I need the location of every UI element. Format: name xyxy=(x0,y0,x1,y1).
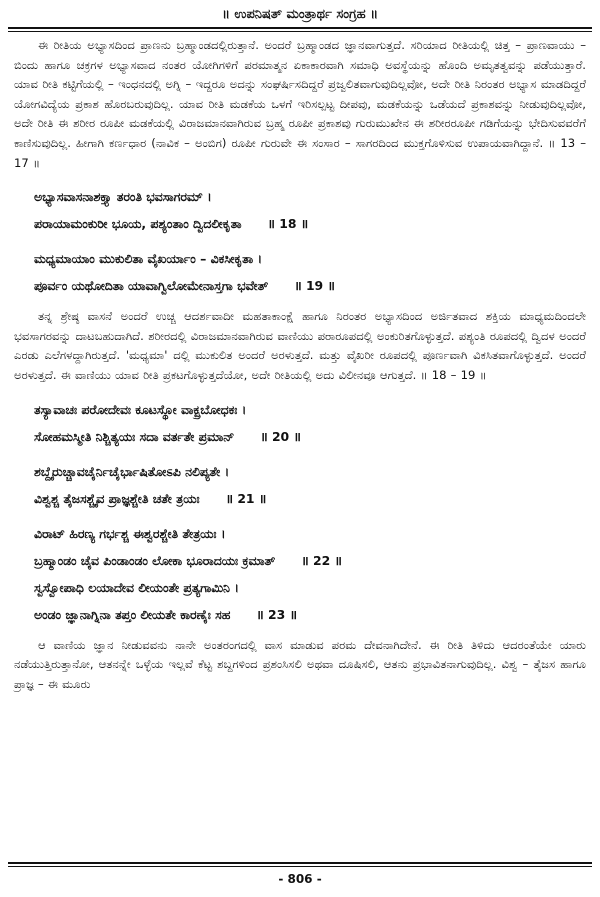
verse-line: ತಸ್ಯಾವಾಚಃ ಪರೋದೇವಃ ಕೂಟಸ್ಥೋ ವಾಕ್ಪ್ರಬೋಧಕಃ । xyxy=(34,401,247,417)
verse-line: ಅಭ್ಯಾಸವಾಸನಾಶಕ್ತ್ಯಾ ತರಂತಿ ಭವಸಾಗರಮ್ । xyxy=(34,189,212,205)
verse-number: ॥ 18 ॥ xyxy=(267,216,309,232)
paragraph-20-23: ಆ ವಾಣಿಯ ಜ್ಞಾನ ನೀಡುವವನು ನಾನೇ ಅಂತರಂಗದಲ್ಲಿ ವಾಸ ಮಾಡುವ ಪರಮ ದೇವನಾಗಿದೇನೆ. ಈ ರೀತಿ ತಿಳಿದು ಆದರಂತೆಯೇ ಯಾರು ನಡೆಯುತ್ತಿರುತ್ತಾನೋ, ಆತನನ್ನೇ ಒಳ್ಳೆಯ ಇಲ್ಲವೆ ಕೆಟ್ಟ ಶಬ್ದಗಳಿಂದ ಪ್ರಶಂಸಿಸಲಿ ಅಥವಾ ದೂಷಿಸಲಿ, ಆತನು ಪ್ರಭಾವಿತನಾಗುವುದಿಲ್ಲ. ವಿಶ್ವ – ತೈಜಸ ಹಾಗೂ ಪ್ರಾಜ್ಞ – ಈ ಮೂರು xyxy=(14,637,586,691)
verse-group-18 xyxy=(14,183,586,237)
verse-group-22-23 xyxy=(14,520,586,628)
verse-line: ಬ್ರಹ್ಮಾಂಡಂ ಚೈವ ಪಿಂಡಾಂಡಂ ಲೋಕಾ ಭೂರಾದಯಃ ಕ್ರಮಾತ್ ॥ 22 ॥ xyxy=(34,552,342,568)
verse-line: ಸೋಹಮಸ್ಮೀತಿ ನಿಶ್ಚಿತ್ಯಯಃ ಸದಾ ವರ್ತತೇ ಪ್ರಮಾನ್ ॥ 20 ॥ xyxy=(34,428,301,444)
paragraph-18-19: ತನ್ನ ಶ್ರೇಷ್ಠ ವಾಸನೆ ಅಂದರೆ ಉಚ್ಚ ಆದರ್ಶವಾದೀ ಮಹತಾಕಾಂಕ್ಷೆ ಹಾಗೂ ನಿರಂತರ ಅಭ್ಯಾಸದಿಂದ ಅರ್ಜಿತವಾದ ಶಕ್ತಿಯ ಮಾಧ್ಯಮದಿಂದಲೇ ಭವಸಾಗರವನ್ನು ದಾಟಬಹುದಾಗಿದೆ. ಶರೀರದಲ್ಲಿ ವಿರಾಜಮಾನವಾಗಿರುವ ವಾಣಿಯು ಪರಾರೂಪದಲ್ಲಿ ಅಂಕುರಿತಗೊಳ್ಳುತ್ತದೆ. ಪಶ್ಯಂತಿ ರೂಪದಲ್ಲಿ ದ್ವಿದಳ ಅಂದರೆ ಎರಡು ಎಲೆಗಳದ್ದಾಗಿರುತ್ತದೆ. 'ಮಧ್ಯಮಾ' ದಲ್ಲಿ ಮುಕುಲಿತ ಅಂದರೆ ಅರಳುತ್ತದೆ. ಮತ್ತು ವೈಖರೀ ರೂಪದಲ್ಲಿ ಪೂರ್ಣವಾಗಿ ವಿಕಸಿತವಾಗೊಳ್ಳುತ್ತದೆ. ಅಂದರೆ ಅರಳುತ್ತದೆ. ಈ ವಾಣಿಯು ಯಾವ ರೀತಿ ಪ್ರಕಟಗೊಳ್ಳುತ್ತದೆಯೋ, ಅದೇ ರೀತಿಯಲ್ಲಿ ಅದು ವಿಲೀನವೂ ಆಗುತ್ತದೆ. ॥ 18 – 19 ॥ xyxy=(14,309,586,382)
verse-line: ಪರಾಯಾಮಂಕುರೀ ಭೂಯ, ಪಶ್ಯಂತಾಂ ದ್ವಿದಲೀಕೃತಾ ॥ 18 ॥ xyxy=(34,216,309,232)
verse-line: ಶಬ್ದೈರುಚ್ಚಾವಚೈರ್ನಿಚೈರ್ಭಾಷಿತೋಽಪಿ ನಲಿಪ್ಯತೇ । xyxy=(34,463,230,479)
paragraph-13-17: ಈ ರೀತಿಯ ಅಭ್ಯಾಸದಿಂದ ಪ್ರಾಣನು ಬ್ರಹ್ಮಾಂಡದಲ್ಲಿರುತ್ತಾನೆ. ಅಂದರೆ ಬ್ರಹ್ಮಾಂಡದ ಜ್ಞಾನವಾಗುತ್ತದೆ. ಸರಿಯಾದ ರೀತಿಯಲ್ಲಿ ಚಿತ್ತ – ಪ್ರಾಣವಾಯು – ಬಿಂದು ಹಾಗೂ ಚಕ್ರಗಳ ಅಭ್ಯಾಸವಾದ ನಂತರ ಯೋಗಿಗಳಿಗೆ ಪರಮಾತ್ಮನ ಏಕಾಕಾರವಾಗಿ ಸಮಾಧಿ ಅವಸ್ಥೆಯನ್ನು ಹೊಂದಿ ಅಮೃತತ್ವವನ್ನು ಪಡೆಯುತ್ತಾರೆ. ಯಾವ ರೀತಿ ಕಟ್ಟಿಗೆಯಲ್ಲಿ – ಇಂಧನದಲ್ಲಿ ಅಗ್ನಿ – ಇದ್ದರೂ ಅದನ್ನು ಸಂಘರ್ಷಿಸದಿದ್ದರೆ ಪ್ರಜ್ವಲಿತವಾಗುವುದಿಲ್ಲವೋ, ಅದೇ ರೀತಿ ನಿರಂತರ ಅಭ್ಯಾಸ ಮಾಡದಿದ್ದರೆ ಯೋಗವಿದ್ಯೆಯ ಪ್ರಕಾಶ ಹೊರಬರುವುದಿಲ್ಲ. ಯಾವ ರೀತಿ ಮಡಕೆಯ ಒಳಗೆ ಇರಿಸಲ್ಪಟ್ಟ ದೀಪವು, ಮಡಕೆಯನ್ನು ಒಡೆಯದೆ ಪ್ರಕಾಶವನ್ನು ನೀಡುವುದಿಲ್ಲವೋ, ಅದೇ ರೀತಿ ಈ ಶರೀರ ರೂಪೀ ಮಡಕೆಯಲ್ಲಿ ವಿರಾಜಮಾನವಾಗಿರುವ ಬ್ರಹ್ಮ ರೂಪೀ ಪ್ರಕಾಶವು ಗುರುಮುಖೇನ ಈ ಶರೀರರೂಪೀ ಗಡಿಗೆಯನ್ನು ಭೇದಿಸುವವರೆಗೆ ಕಾಣಿಸುವುದಿಲ್ಲ. ಹೀಗಾಗಿ ಕರ್ಣಧಾರ (ನಾವಿಕ – ಅಂಬಿಗ) ರೂಪೀ ಗುರುವೇ ಈ ಸಂಸಾರ – ಸಾಗರದಿಂದ ಮುಕ್ತಗೊಳಿಸುವ ಉಪಾಯವಾಗಿದ್ದಾನೆ. ॥ 13 – 17 ॥ xyxy=(14,38,586,170)
verse-line: ಸ್ವಸ್ವೋಪಾಧಿ ಲಯಾದೇವ ಲೀಯಂತೇ ಪ್ರತ್ಯಗಾಮಿನಿ । xyxy=(34,579,239,595)
verse-line: ಪೂರ್ವಂ ಯಥೋದಿತಾ ಯಾವಾಗ್ವಿಲೋಮೇನಾಸ್ತಗಾ ಭವೇತ್ ॥ 19 ॥ xyxy=(34,278,335,294)
verse-line: ಅಂಡಂ ಜ್ಞಾನಾಗ್ನಿನಾ ತಪ್ತಂ ಲೀಯತೇ ಕಾರಣೈಃ ಸಹ ॥ 23 ॥ xyxy=(34,606,297,622)
header-rule-thin xyxy=(8,31,592,32)
page-header: ॥ ಉಪನಿಷತ್ ಮಂತ್ರಾರ್ಥ ಸಂಗ್ರಹ ॥ xyxy=(221,7,379,22)
verse-number: ॥ 23 ॥ xyxy=(256,606,297,622)
page-body xyxy=(14,36,586,704)
verse-number: ॥ 22 ॥ xyxy=(301,552,342,568)
verse-number: ॥ 19 ॥ xyxy=(294,278,335,294)
verse-line: ವಿಶ್ವಶ್ಚ ತೈಜಸಶ್ಚೈವ ಪ್ರಾಜ್ಞಶ್ಚೇತಿ ಚತೇ ತ್ರಯಃ ॥ 21 ॥ xyxy=(34,490,267,506)
verse-line: ವಿರಾಟ್ ಹಿರಣ್ಯ ಗರ್ಭಶ್ಚ ಈಶ್ವರಶ್ಚೇತಿ ತೇತ್ರಯಃ । xyxy=(34,525,226,541)
header-rule xyxy=(8,27,592,29)
footer-rule-thin xyxy=(8,866,592,867)
verse-number: ॥ 21 ॥ xyxy=(225,490,267,506)
verse-line: ಮಧ್ಯಮಾಯಾಂ ಮುಕುಲಿತಾ ವೈಖರ್ಯಾಂ – ವಿಕಸೀಕೃತಾ । xyxy=(34,251,263,267)
verse-number: ॥ 20 ॥ xyxy=(260,428,301,444)
page-number: - 806 - xyxy=(278,872,322,886)
verse-group-21 xyxy=(14,458,586,512)
verse-group-19 xyxy=(14,245,586,299)
verse-group-20 xyxy=(14,396,586,450)
footer-rule xyxy=(8,862,592,864)
